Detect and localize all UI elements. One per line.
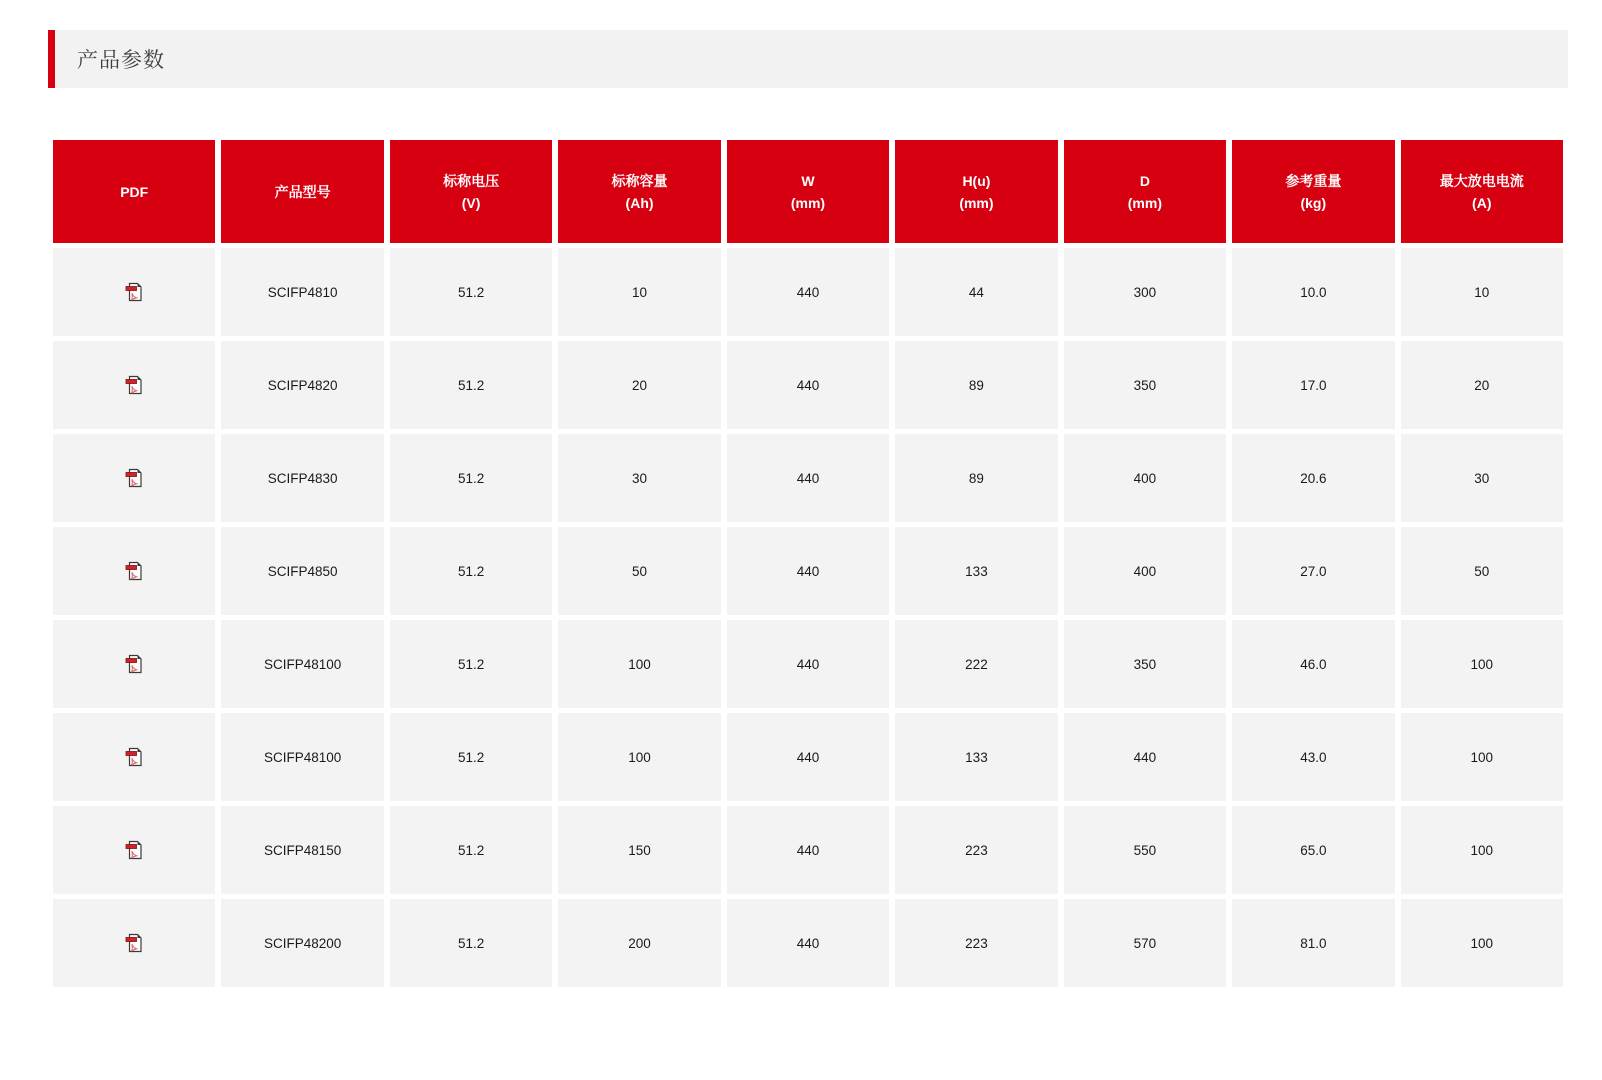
cell-pdf: [53, 434, 215, 522]
column-label: 最大放电电流: [1439, 172, 1524, 189]
column-unit: (mm): [959, 194, 994, 211]
cell-d: 440: [1064, 713, 1226, 801]
cell-weight: 10.0: [1232, 248, 1394, 336]
column-unit: (kg): [1300, 194, 1327, 211]
pdf-file-icon[interactable]: [125, 840, 143, 860]
cell-capacity: 100: [558, 713, 720, 801]
cell-model: SCIFP4810: [221, 248, 383, 336]
column-label: 标称电压: [443, 172, 500, 189]
cell-model: SCIFP48100: [221, 620, 383, 708]
cell-hu: 223: [895, 806, 1057, 894]
cell-current: 50: [1401, 527, 1563, 615]
column-header-voltage: [390, 140, 552, 243]
cell-d: 350: [1064, 341, 1226, 429]
column-unit: (mm): [790, 194, 826, 211]
cell-hu: 133: [895, 527, 1057, 615]
column-label: 标称容量: [611, 172, 668, 189]
cell-current: 20: [1401, 341, 1563, 429]
cell-voltage: 51.2: [390, 341, 552, 429]
cell-capacity: 30: [558, 434, 720, 522]
cell-model: SCIFP48150: [221, 806, 383, 894]
cell-pdf: [53, 806, 215, 894]
cell-d: 350: [1064, 620, 1226, 708]
cell-hu: 89: [895, 341, 1057, 429]
cell-w: 440: [727, 899, 889, 987]
cell-voltage: 51.2: [390, 620, 552, 708]
column-label: W: [801, 172, 815, 189]
pdf-file-icon[interactable]: [125, 747, 143, 767]
cell-hu: 223: [895, 899, 1057, 987]
cell-capacity: 150: [558, 806, 720, 894]
cell-weight: 81.0: [1232, 899, 1394, 987]
cell-hu: 44: [895, 248, 1057, 336]
cell-current: 100: [1401, 713, 1563, 801]
pdf-file-icon[interactable]: [125, 282, 143, 302]
cell-weight: 46.0: [1232, 620, 1394, 708]
cell-voltage: 51.2: [390, 434, 552, 522]
column-label: 参考重量: [1285, 172, 1342, 189]
cell-current: 30: [1401, 434, 1563, 522]
column-header-hu: [895, 140, 1057, 243]
pdf-file-icon[interactable]: [125, 933, 143, 953]
column-label: D: [1139, 172, 1150, 189]
column-unit: (V): [461, 194, 481, 211]
cell-capacity: 10: [558, 248, 720, 336]
cell-model: SCIFP4850: [221, 527, 383, 615]
cell-d: 400: [1064, 434, 1226, 522]
cell-w: 440: [727, 341, 889, 429]
cell-voltage: 51.2: [390, 527, 552, 615]
column-unit: (Ah): [625, 194, 654, 211]
pdf-file-icon[interactable]: [125, 654, 143, 674]
column-header-model: [221, 140, 383, 243]
cell-weight: 27.0: [1232, 527, 1394, 615]
column-unit: (A): [1472, 194, 1492, 211]
column-label: H(u): [962, 172, 991, 189]
cell-capacity: 20: [558, 341, 720, 429]
cell-capacity: 50: [558, 527, 720, 615]
cell-w: 440: [727, 434, 889, 522]
cell-model: SCIFP4830: [221, 434, 383, 522]
pdf-file-icon[interactable]: [125, 561, 143, 581]
cell-pdf: [53, 620, 215, 708]
pdf-file-icon[interactable]: [125, 468, 143, 488]
cell-capacity: 200: [558, 899, 720, 987]
cell-hu: 133: [895, 713, 1057, 801]
cell-d: 570: [1064, 899, 1226, 987]
cell-weight: 43.0: [1232, 713, 1394, 801]
cell-hu: 222: [895, 620, 1057, 708]
column-header-d: [1064, 140, 1226, 243]
cell-model: SCIFP48100: [221, 713, 383, 801]
cell-voltage: 51.2: [390, 899, 552, 987]
column-header-capacity: [558, 140, 720, 243]
cell-w: 440: [727, 527, 889, 615]
cell-current: 10: [1401, 248, 1563, 336]
cell-model: SCIFP48200: [221, 899, 383, 987]
cell-hu: 89: [895, 434, 1057, 522]
column-label: PDF: [120, 183, 149, 200]
page-title: 产品参数: [77, 49, 165, 72]
cell-d: 400: [1064, 527, 1226, 615]
cell-w: 440: [727, 248, 889, 336]
cell-model: SCIFP4820: [221, 341, 383, 429]
cell-voltage: 51.2: [390, 713, 552, 801]
cell-weight: 65.0: [1232, 806, 1394, 894]
column-header-current: [1401, 140, 1563, 243]
cell-pdf: [53, 713, 215, 801]
cell-current: 100: [1401, 620, 1563, 708]
cell-pdf: [53, 248, 215, 336]
cell-w: 440: [727, 806, 889, 894]
cell-d: 550: [1064, 806, 1226, 894]
pdf-file-icon[interactable]: [125, 375, 143, 395]
cell-pdf: [53, 899, 215, 987]
cell-w: 440: [727, 620, 889, 708]
column-unit: (mm): [1127, 194, 1162, 211]
cell-voltage: 51.2: [390, 248, 552, 336]
cell-voltage: 51.2: [390, 806, 552, 894]
column-header-pdf: [53, 140, 215, 243]
cell-capacity: 100: [558, 620, 720, 708]
column-label: 产品型号: [274, 183, 331, 200]
column-header-weight: [1232, 140, 1394, 243]
cell-pdf: [53, 527, 215, 615]
cell-w: 440: [727, 713, 889, 801]
product-parameters-table: [53, 140, 1563, 987]
cell-weight: 17.0: [1232, 341, 1394, 429]
column-header-w: [727, 140, 889, 243]
cell-pdf: [53, 341, 215, 429]
cell-current: 100: [1401, 899, 1563, 987]
cell-current: 100: [1401, 806, 1563, 894]
section-title-bar: [48, 30, 1568, 88]
cell-weight: 20.6: [1232, 434, 1394, 522]
cell-d: 300: [1064, 248, 1226, 336]
